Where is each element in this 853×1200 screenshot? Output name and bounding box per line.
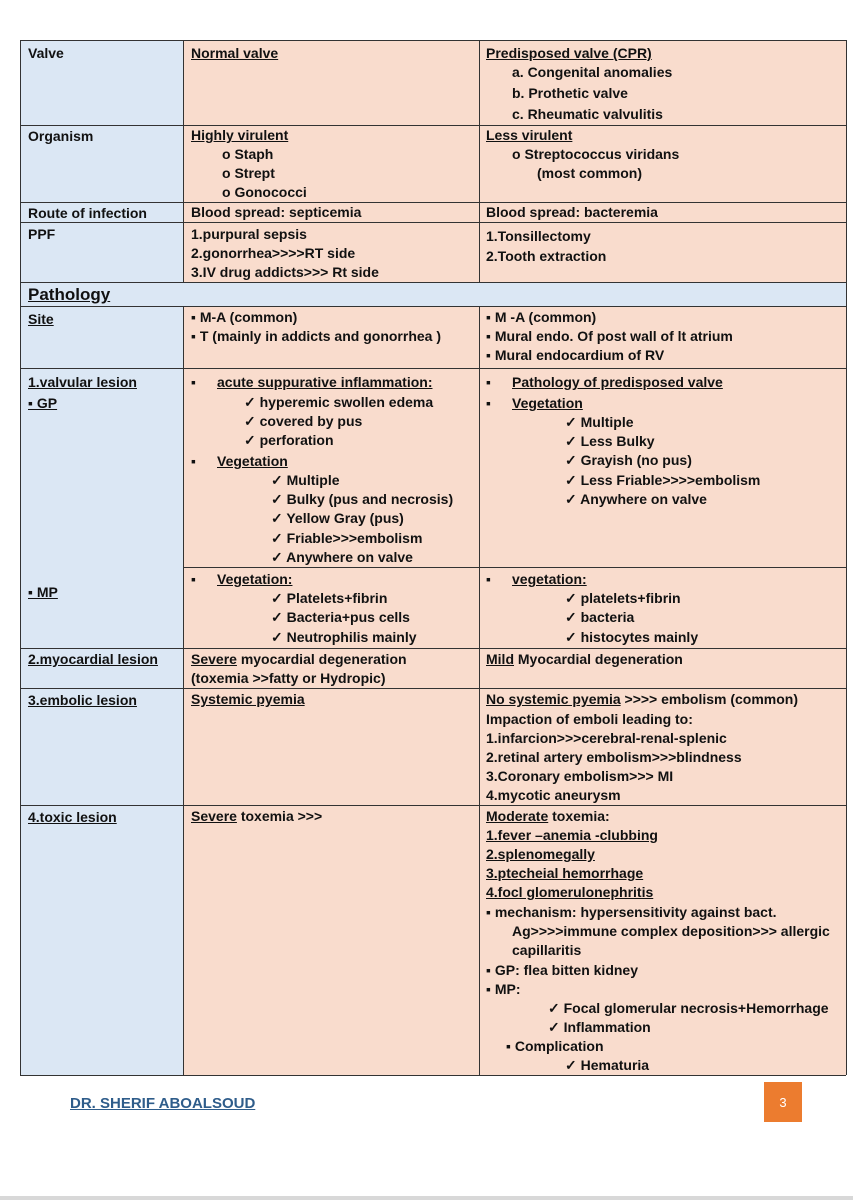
list-item: ✓ Platelets+fibrin [271, 590, 388, 606]
subhead: vegetation: [512, 571, 587, 587]
normal-valve-header: Normal valve [191, 45, 279, 61]
list-item: 1.fever –anemia -clubbing [486, 827, 658, 843]
row-label-organism: Organism [28, 128, 94, 144]
list-item: ✓ Bulky (pus and necrosis) [271, 491, 454, 507]
emphasis: Moderate [486, 808, 549, 824]
list-item: ▪ M -A (common) [486, 309, 597, 325]
emphasis: Mild [486, 651, 514, 667]
list-item: Ag>>>>immune complex deposition>>> allergic [512, 923, 830, 939]
list-item: o Streptococcus viridans [512, 146, 680, 162]
list-item: 4.mycotic aneurysm [486, 787, 621, 803]
bullet: ▪ [191, 453, 196, 469]
bullet: ▪ [486, 374, 491, 390]
list-item: ✓ Grayish (no pus) [565, 452, 692, 468]
route-predisposed: Blood spread: bacteremia [486, 204, 658, 220]
row-label-embolic: 3.embolic lesion [28, 692, 137, 708]
list-item: ▪ T (mainly in addicts and gonorrhea ) [191, 328, 441, 344]
row-label-site: Site [28, 311, 54, 327]
text: toxemia: [548, 808, 610, 824]
subhead: acute suppurative inflammation: [217, 374, 433, 390]
list-item: ▪ Mural endocardium of RV [486, 347, 665, 363]
list-item: c. Rheumatic valvulitis [512, 106, 663, 122]
emphasis: No systemic pyemia [486, 691, 621, 707]
list-item: o Gonococci [222, 184, 307, 200]
list-item: o Strept [222, 165, 275, 181]
list-item: ▪ M-A (common) [191, 309, 298, 325]
bottom-strip [0, 1196, 853, 1200]
myocardial-pre [486, 651, 683, 668]
subhead: Vegetation [512, 395, 583, 411]
page-number: 3 [764, 1082, 802, 1122]
author-name: DR. SHERIF ABOALSOUD [70, 1095, 256, 1112]
list-item: 2.Tooth extraction [486, 248, 607, 264]
emphasis: Severe [191, 808, 237, 824]
list-item: ✓ hyperemic swollen edema [244, 394, 434, 410]
list-item: ▪ Mural endo. Of post wall of lt atrium [486, 328, 733, 344]
list-item: ✓ Multiple [565, 414, 634, 430]
list-item: b. Prothetic valve [512, 85, 628, 101]
subhead: Vegetation [217, 453, 288, 469]
list-item: ✓ bacteria [565, 609, 635, 625]
list-item: o Staph [222, 146, 274, 162]
list-item: ✓ Hematuria [565, 1057, 650, 1073]
list-item: ▪ Complication [506, 1038, 604, 1054]
row-label-myocardial: 2.myocardial lesion [28, 651, 158, 667]
list-item: ✓ Less Bulky [565, 433, 655, 449]
list-item: ▪ GP: flea bitten kidney [486, 962, 638, 978]
list-item: 3.Coronary embolism>>> MI [486, 768, 674, 784]
gp-label: ▪ GP [28, 395, 58, 411]
list-item: ✓ histocytes mainly [565, 629, 699, 645]
text: toxemia >>> [236, 808, 323, 824]
list-item: ▪ mechanism: hypersensitivity against bact. [486, 904, 777, 920]
list-item: ✓ Inflammation [548, 1019, 651, 1035]
list-item: 3.ptecheial hemorrhage [486, 865, 644, 881]
list-item: ✓ platelets+fibrin [565, 590, 681, 606]
list-item: ✓ Multiple [271, 472, 340, 488]
list-item: 2.splenomegally [486, 846, 595, 862]
list-item: a. Congenital anomalies [512, 64, 673, 80]
highly-virulent: Highly virulent [191, 127, 289, 143]
row-label-toxic: 4.toxic lesion [28, 809, 117, 825]
list-item: ✓ covered by pus [244, 413, 363, 429]
toxic-normal [191, 808, 322, 825]
list-item: ✓ Yellow Gray (pus) [271, 510, 404, 526]
list-item: 2.retinal artery embolism>>>blindness [486, 749, 742, 765]
list-item: ✓ Less Friable>>>>embolism [565, 472, 761, 488]
row-label-ppf: PPF [28, 226, 56, 242]
list-item: 3.IV drug addicts>>> Rt side [191, 264, 379, 280]
text: >>>> embolism (common) [620, 691, 799, 707]
list-item: 1.Tonsillectomy [486, 228, 591, 244]
less-virulent: Less virulent [486, 127, 573, 143]
list-item: (most common) [537, 165, 642, 181]
bullet: ▪ [191, 374, 196, 390]
bullet: ▪ [191, 571, 196, 587]
list-item: ▪ MP: [486, 981, 521, 997]
list-item: Impaction of emboli leading to: [486, 711, 693, 727]
list-item: 2.gonorrhea>>>>RT side [191, 245, 356, 261]
list-item: 4.focl glomerulonephritis [486, 884, 654, 900]
list-item: ✓ Focal glomerular necrosis+Hemorrhage [548, 1000, 829, 1016]
predisposed-valve-header: Predisposed valve (CPR) [486, 45, 652, 61]
list-item: ✓ Bacteria+pus cells [271, 609, 410, 625]
row-label-valvular: 1.valvular lesion [28, 374, 137, 390]
list-item: capillaritis [512, 942, 582, 958]
list-item: ✓ Anywhere on valve [565, 491, 707, 507]
text: myocardial degeneration [236, 651, 407, 667]
emphasis: Severe [191, 651, 237, 667]
subhead: Vegetation: [217, 571, 293, 587]
mp-label: ▪ MP [28, 584, 58, 600]
embolic-pre [486, 691, 798, 708]
list-item: ✓ Neutrophilis mainly [271, 629, 417, 645]
list-item: 1.infarcion>>>cerebral-renal-splenic [486, 730, 727, 746]
bullet: ▪ [486, 395, 491, 411]
bullet: ▪ [486, 571, 491, 587]
toxic-pre [486, 808, 610, 825]
section-title-pathology: Pathology [28, 285, 111, 304]
text: Myocardial degeneration [514, 651, 683, 667]
list-item: ✓ Anywhere on valve [271, 549, 413, 565]
route-normal: Blood spread: septicemia [191, 204, 362, 220]
subhead: Pathology of predisposed valve [512, 374, 723, 390]
myocardial-normal [191, 651, 407, 668]
list-item: ✓ perforation [244, 432, 334, 448]
myocardial-normal-2: (toxemia >>fatty or Hydropic) [191, 670, 386, 686]
embolic-normal: Systemic pyemia [191, 691, 305, 707]
list-item: ✓ Friable>>>embolism [271, 530, 423, 546]
list-item: 1.purpural sepsis [191, 226, 307, 242]
row-label-route: Route of infection [28, 205, 147, 221]
row-label-valve: Valve [28, 45, 64, 61]
